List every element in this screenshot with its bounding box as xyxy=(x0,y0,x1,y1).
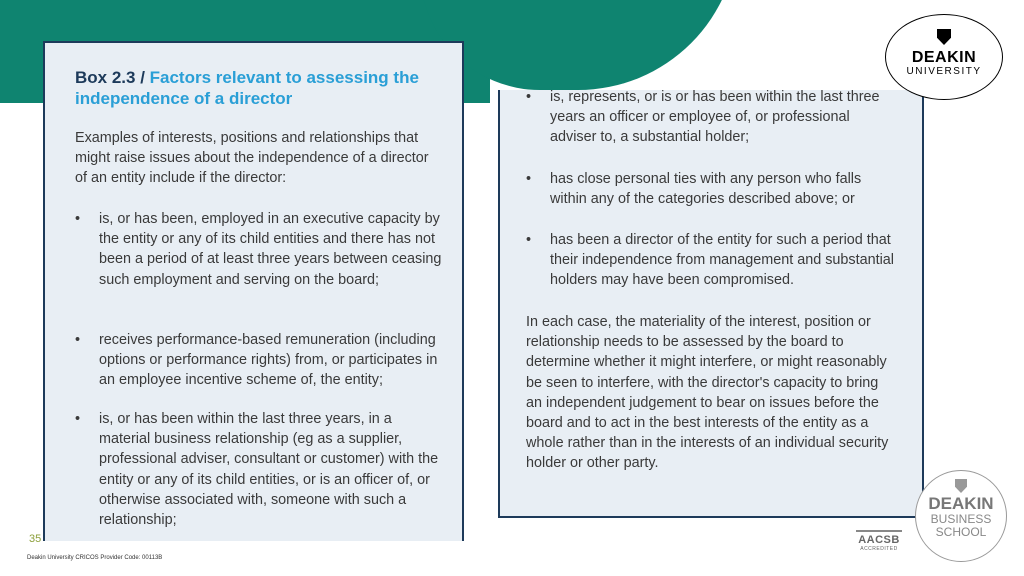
list-item xyxy=(526,87,890,148)
closing-paragraph: In each case, the materiality of the interest, position or relationship needs to be assessed by the board to determine whether it might interfere, or might reasonably be seen to interfere, with the director's capacity to bring an independent judgement to bear on issues before the board and to act in the best interests of the entity as a whole rather than in the interests of an individual security holder or other party. xyxy=(526,314,889,472)
deakin-business-school-logo xyxy=(915,470,1007,562)
bullet-icon: • xyxy=(526,232,532,248)
shield-icon xyxy=(955,479,967,493)
logo-subtitle-business: BUSINESS xyxy=(930,512,992,526)
bullet-icon: • xyxy=(526,171,532,187)
list-item-text: is, or has been within the last three years, in a material business relationship (eg as a supplier, professional adviser, consultant or customer) with the entity or any of its child entities, or is an officer of, or otherwise associated with, someone with such a relationship; xyxy=(99,411,439,529)
box-title-text: Factors relevant to assessing the independence of a director xyxy=(75,68,419,108)
box-right-panel xyxy=(498,90,924,518)
list-item xyxy=(75,409,444,530)
page-number: 35 xyxy=(29,533,42,545)
bullet-icon: • xyxy=(526,89,532,105)
footer-cricos: Deakin University CRICOS Provider Code: 00113B xyxy=(27,555,163,561)
list-item-text: has close personal ties with any person who falls within any of the categories described above; or xyxy=(550,171,862,208)
aacsb-logo xyxy=(856,530,902,552)
list-item-text: receives performance-based remuneration (including options or performance rights) from, or participates in an employee incentive scheme of, the entity; xyxy=(99,332,438,389)
aacsb-bar xyxy=(856,530,902,532)
list-item-text: is, represents, or is or has been within the last three years an officer or employee of, or professional adviser to, a substantial holder; xyxy=(550,89,880,146)
list-item xyxy=(526,230,895,291)
bullet-icon: • xyxy=(75,211,81,227)
aacsb-accredited: ACCREDITED xyxy=(860,546,898,552)
bullet-icon: • xyxy=(75,332,81,348)
list-item-text: has been a director of the entity for such a period that their independence from management and substantial holders may have been compromised. xyxy=(550,232,894,289)
logo-subtitle-school: SCHOOL xyxy=(935,525,987,539)
logo-subtitle: UNIVERSITY xyxy=(906,66,982,77)
box-title xyxy=(75,67,455,109)
intro-paragraph: Examples of interests, positions and relationships that might raise issues about the independence of a director of an entity include if the director: xyxy=(75,130,429,187)
deakin-university-logo xyxy=(885,14,1003,100)
logo-name: DEAKIN xyxy=(911,49,977,66)
logo-name: DEAKIN xyxy=(928,494,994,513)
list-item xyxy=(75,209,444,290)
bullet-icon: • xyxy=(75,411,81,427)
box-number: Box 2.3 / xyxy=(75,68,150,87)
shield-icon xyxy=(937,29,951,45)
box-left-panel xyxy=(43,41,464,541)
list-item xyxy=(75,330,444,391)
aacsb-name: AACSB xyxy=(858,534,900,546)
list-item xyxy=(526,169,895,209)
list-item-text: is, or has been, employed in an executive capacity by the entity or any of its child entities and there has not been a period of at least three years between ceasing such employment and serving on the board; xyxy=(99,211,442,288)
